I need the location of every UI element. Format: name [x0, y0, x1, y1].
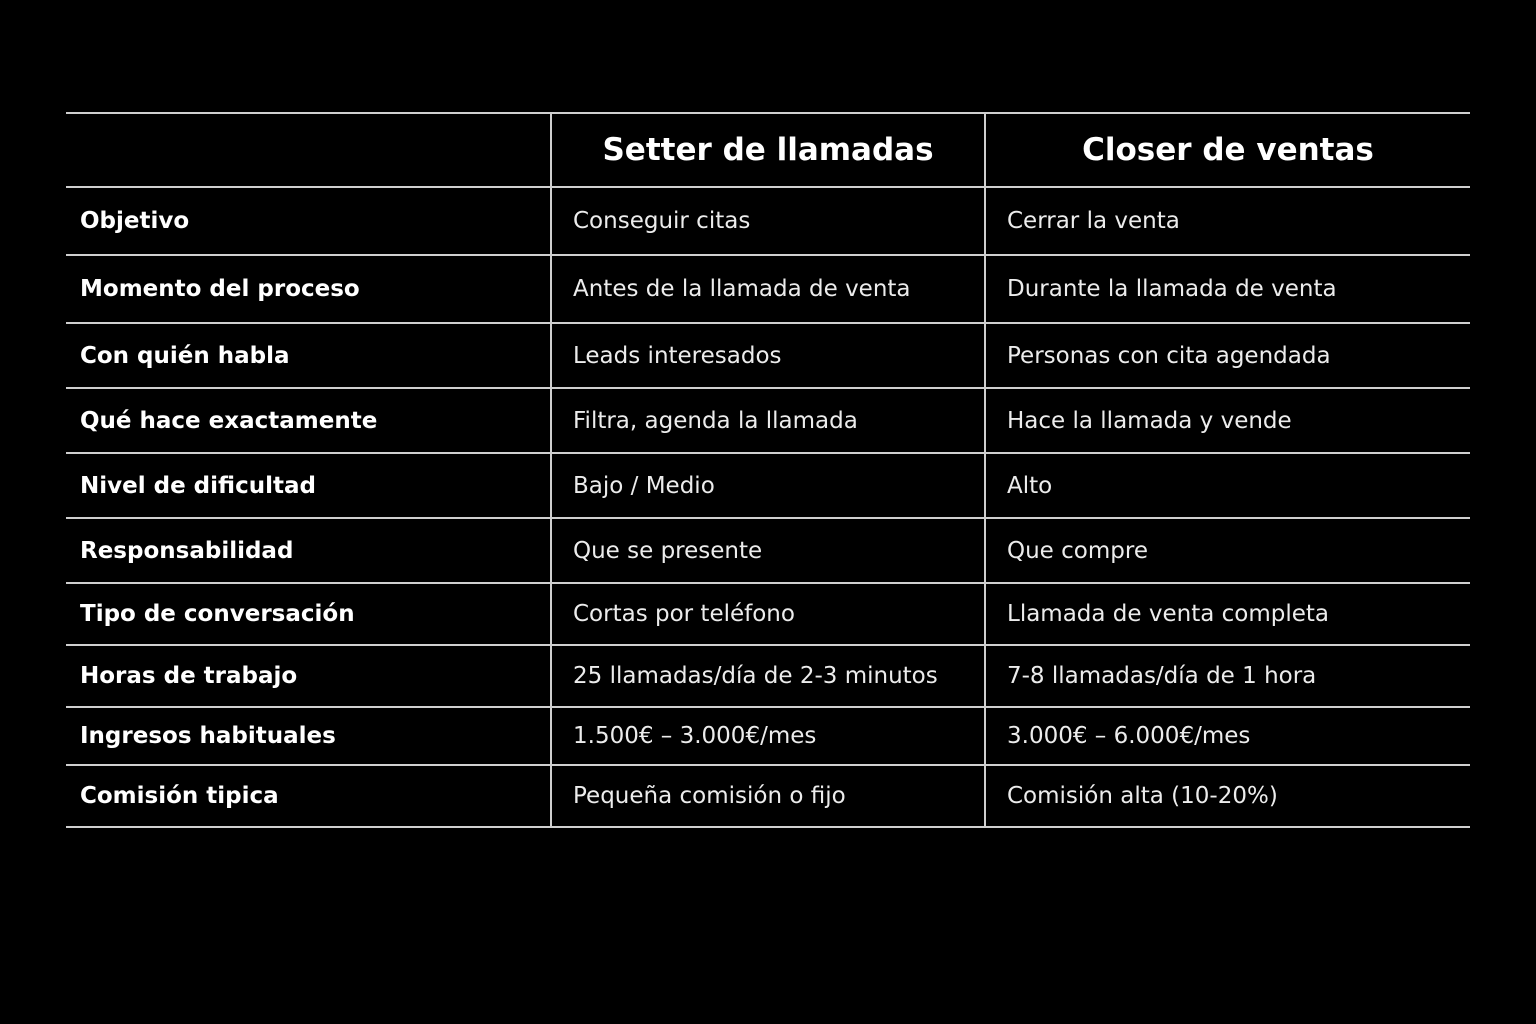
table-row	[66, 255, 1470, 323]
table-row	[66, 645, 1470, 707]
setter-cell: Filtra, agenda la llamada	[551, 388, 985, 453]
row-label: Tipo de conversación	[80, 601, 355, 627]
row-label: Qué hace exactamente	[80, 407, 378, 434]
header-empty-cell	[66, 113, 551, 187]
table-row	[66, 323, 1470, 388]
setter-cell: Pequeña comisión o fijo	[551, 765, 985, 827]
closer-cell: Cerrar la venta	[985, 187, 1470, 255]
closer-cell: Durante la llamada de venta	[985, 255, 1470, 323]
setter-cell: Leads interesados	[551, 323, 985, 388]
setter-cell: Que se presente	[551, 518, 985, 583]
closer-cell: Hace la llamada y vende	[985, 388, 1470, 453]
setter-cell: Antes de la llamada de venta	[551, 255, 985, 323]
closer-cell: Personas con cita agendada	[985, 323, 1470, 388]
row-label: Momento del proceso	[80, 276, 360, 302]
closer-cell: Llamada de venta completa	[985, 583, 1470, 645]
closer-cell: 7-8 llamadas/día de 1 hora	[985, 645, 1470, 707]
table-row	[66, 518, 1470, 583]
comparison-table	[66, 112, 1470, 828]
row-label: Responsabilidad	[80, 537, 294, 564]
closer-cell: 3.000€ – 6.000€/mes	[985, 707, 1470, 765]
setter-cell: Conseguir citas	[551, 187, 985, 255]
closer-cell: Que compre	[985, 518, 1470, 583]
row-label: Objetivo	[80, 208, 190, 234]
header-setter: Setter de llamadas	[551, 113, 985, 187]
setter-cell: Cortas por teléfono	[551, 583, 985, 645]
table-row	[66, 765, 1470, 827]
row-label: Comisión tipica	[80, 783, 279, 809]
comparison-table-container	[66, 112, 1470, 828]
row-label: Horas de trabajo	[80, 663, 298, 689]
closer-cell: Comisión alta (10-20%)	[985, 765, 1470, 827]
row-label: Nivel de dificultad	[80, 472, 316, 499]
table-header-row	[66, 113, 1470, 187]
row-label: Con quién habla	[80, 342, 290, 369]
header-closer: Closer de ventas	[985, 113, 1470, 187]
table-row	[66, 453, 1470, 518]
table-row	[66, 187, 1470, 255]
table-row	[66, 388, 1470, 453]
closer-cell: Alto	[985, 453, 1470, 518]
row-label: Ingresos habituales	[80, 723, 336, 749]
setter-cell: 1.500€ – 3.000€/mes	[551, 707, 985, 765]
table-row	[66, 583, 1470, 645]
setter-cell: Bajo / Medio	[551, 453, 985, 518]
table-row	[66, 707, 1470, 765]
setter-cell: 25 llamadas/día de 2-3 minutos	[551, 645, 985, 707]
